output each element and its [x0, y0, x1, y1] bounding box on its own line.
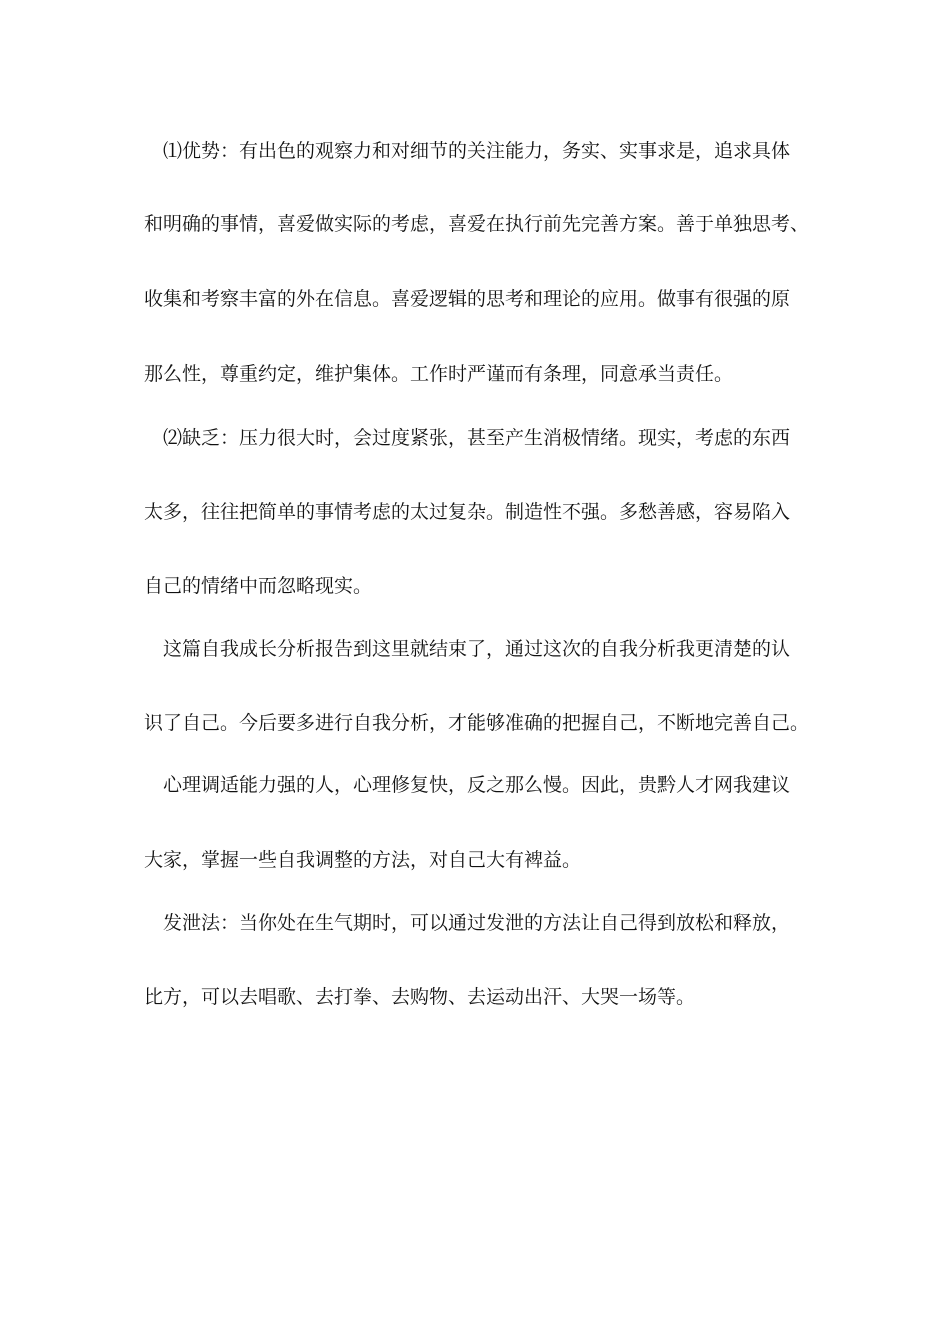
text-line-9: 识了自己。今后要多进行自我分析，才能够准确的把握自己，不断地完善自己。	[144, 712, 810, 734]
text-line-7: 自己的情绪中而忽略现实。	[144, 575, 373, 597]
text-line-4: 那么性，尊重约定，维护集体。工作时严谨而有条理，同意承当责任。	[144, 363, 734, 385]
text-line-2: 和明确的事情，喜爱做实际的考虑，喜爱在执行前先完善方案。善于单独思考、	[144, 213, 810, 235]
text-line-12: 发泄法：当你处在生气期时，可以通过发泄的方法让自己得到放松和释放，	[144, 912, 791, 934]
text-line-3: 收集和考察丰富的外在信息。喜爱逻辑的思考和理论的应用。做事有很强的原	[144, 288, 791, 310]
text-line-11: 大家，掌握一些自我调整的方法，对自己大有裨益。	[144, 849, 582, 871]
text-line-8: 这篇自我成长分析报告到这里就结束了，通过这次的自我分析我更清楚的认	[144, 638, 791, 660]
text-line-6: 太多，往往把简单的事情考虑的太过复杂。制造性不强。多愁善感，容易陷入	[144, 501, 791, 523]
text-line-13: 比方，可以去唱歌、去打拳、去购物、去运动出汗、大哭一场等。	[144, 986, 696, 1008]
text-line-1: ⑴优势：有出色的观察力和对细节的关注能力，务实、实事求是，追求具体	[144, 140, 791, 162]
text-line-10: 心理调适能力强的人，心理修复快，反之那么慢。因此，贵黔人才网我建议	[144, 774, 791, 796]
text-line-5: ⑵缺乏：压力很大时，会过度紧张，甚至产生消极情绪。现实，考虑的东西	[144, 427, 791, 449]
